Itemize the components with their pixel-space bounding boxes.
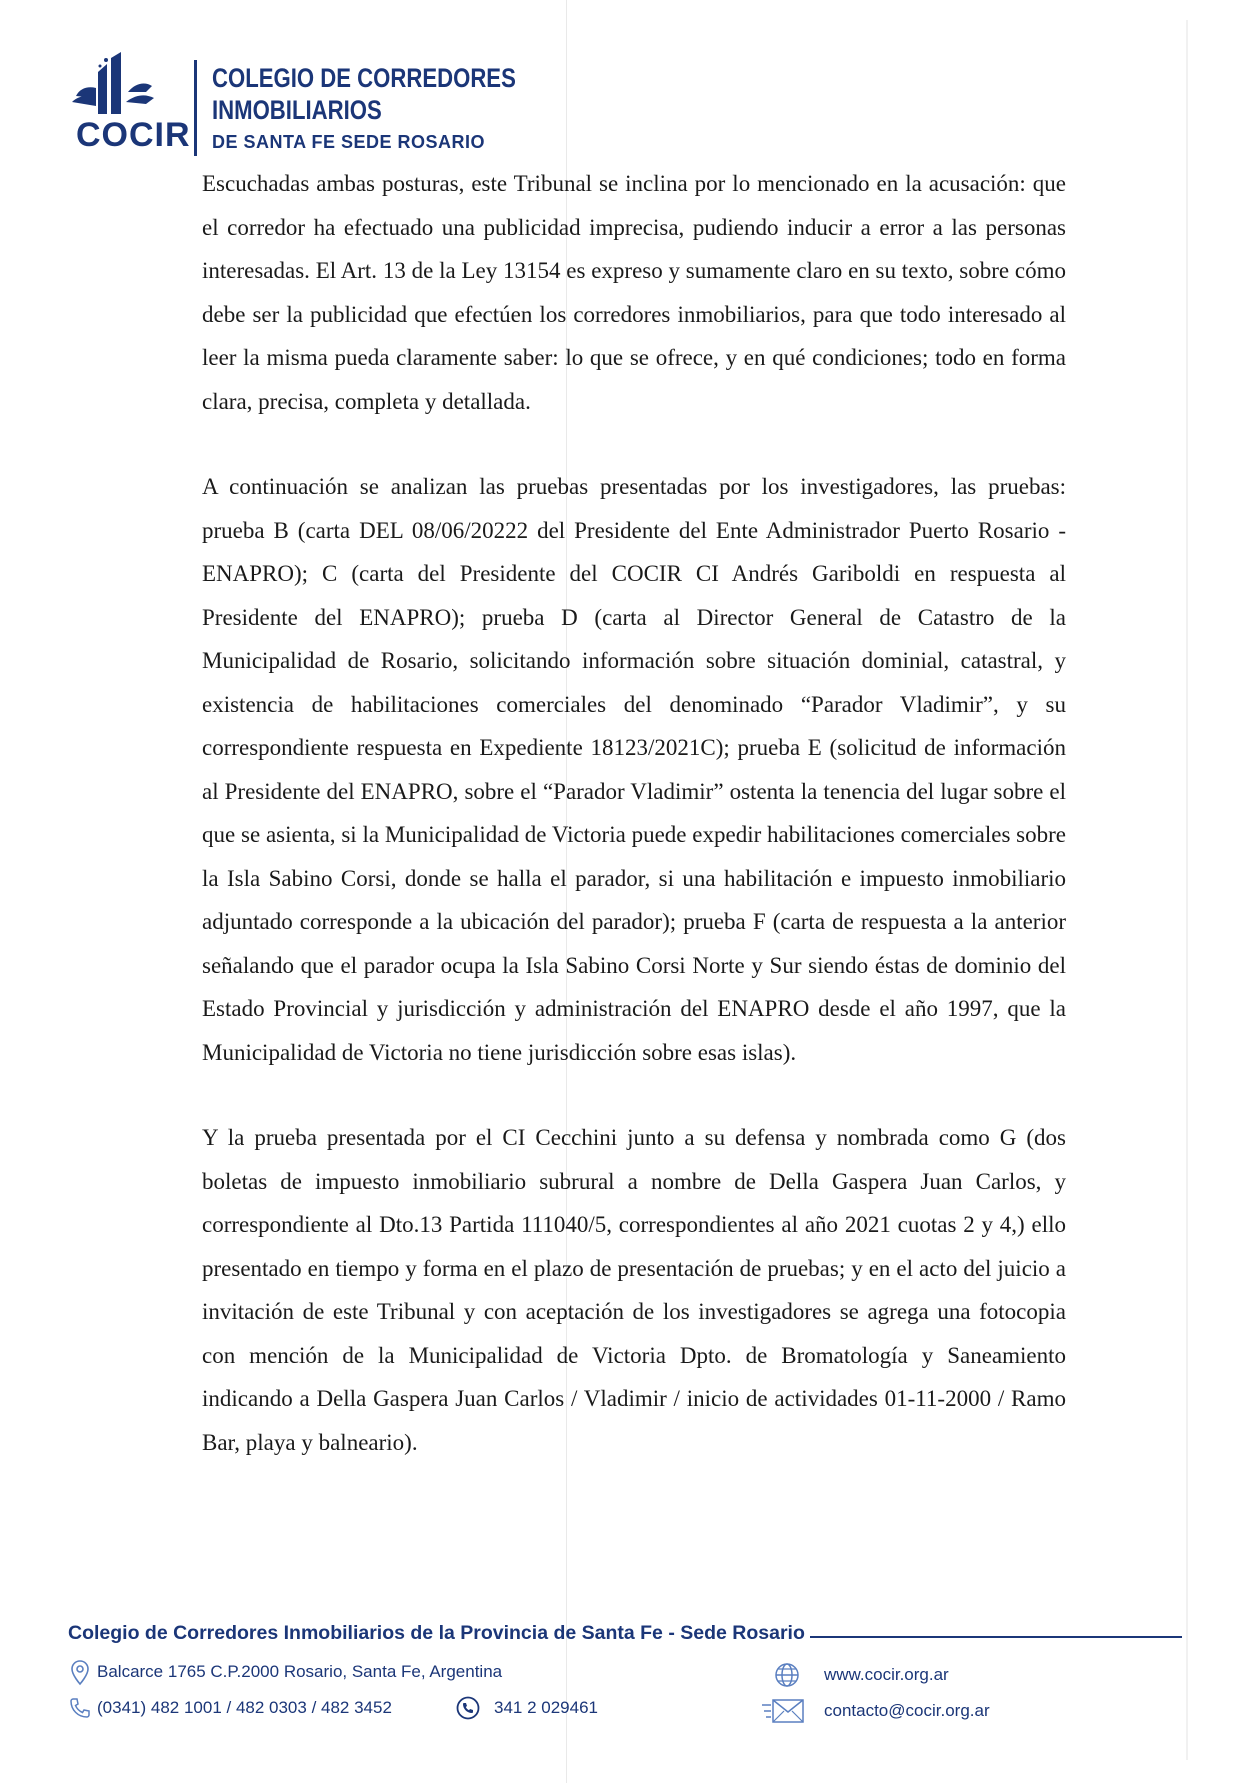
logo-text: COCIR [76,116,191,154]
footer-address: Balcarce 1765 C.P.2000 Rosario, Santa Fe, Argentina [97,1662,503,1681]
letterhead [66,52,516,158]
phone-icon [68,1696,92,1720]
scan-edge-line [1186,20,1188,1760]
email-icon [761,1697,805,1725]
paragraph-2: A continuación se analizan las pruebas presentadas por los investigadores, las pruebas: prueba B (carta DEL 08/06/20222 del Presidente del Ente Administrador Puerto Rosario - ENAPRO); C (carta del Presidente del COCIR CI Andrés Gariboldi en respuesta al Presidente del ENAPRO); prueba D (carta al Director General de Catastro de la Municipalidad de Rosario, solicitando información sobre situación dominial, catastral, y existencia de habilitaciones comerciales del denominado “Parador Vladimir”, y su correspondiente respuesta en Expediente 18123/2021C); prueba E (solicitud de información al Presidente del ENAPRO, sobre el “Parador Vladimir” ostenta la tenencia del lugar sobre el que se asienta, si la Municipalidad de Victoria puede expedir habilitaciones comerciales sobre la Isla Sabino Corsi, donde se halla el parador, si una habilitación e impuesto inmobiliario adjuntado corresponde a la ubicación del parador); prueba F (carta de respuesta a la anterior señalando que el parador ocupa la Isla Sabino Corsi Norte y Sur siendo éstas de dominio del Estado Provincial y jurisdicción y administración del ENAPRO desde el año 1997, que la Municipalidad de Victoria no tiene jurisdicción sobre esas islas). [202,474,1066,1065]
footer-rule [810,1636,1182,1638]
globe-icon [774,1662,800,1688]
whatsapp-icon [455,1695,481,1721]
footer-title: Colegio de Corredores Inmobiliarios de la Provincia de Santa Fe - Sede Rosario [68,1622,805,1644]
header-divider [194,60,197,156]
logo-mark-icon [66,52,178,122]
org-name-line1: COLEGIO DE CORREDORES [212,63,516,93]
org-subtitle: DE SANTA FE SEDE ROSARIO [212,132,486,152]
paragraph-1: Escuchadas ambas posturas, este Tribunal se inclina por lo mencionado en la acusación: que el corredor ha efectuado una publicidad imprecisa, pudiendo inducir a error a las personas interesadas. El Art. 13 de la Ley 13154 es expreso y sumamente claro en su texto, sobre cómo debe ser la publicidad que efectúen los corredores inmobiliarios, para que todo interesado al leer la misma pueda claramente saber: lo que se ofrece, y en qué condiciones; todo en forma clara, precisa, completa y detallada. [202,171,1066,414]
letterhead-footer [68,1622,1186,1732]
footer-website: www.cocir.org.ar [824,1665,949,1684]
org-name [212,62,516,126]
document-body [202,162,1066,1506]
footer-email: contacto@cocir.org.ar [824,1701,990,1720]
footer-phones: (0341) 482 1001 / 482 0303 / 482 3452 [97,1698,392,1717]
org-name-line2: INMOBILIARIOS [212,95,382,125]
cocir-logo [66,52,191,156]
location-pin-icon [70,1660,90,1686]
footer-whatsapp: 341 2 029461 [494,1698,598,1717]
paragraph-3: Y la prueba presentada por el CI Cecchini junto a su defensa y nombrada como G (dos boletas de impuesto inmobiliario subrural a nombre de Della Gaspera Juan Carlos, y correspondiente al Dto.13 Partida 111040/5, correspondientes al año 2021 cuotas 2 y 4,) ello presentado en tiempo y forma en el plazo de presentación de pruebas; y en el acto del juicio a invitación de este Tribunal y con aceptación de los investigadores se agrega una fotocopia con mención de la Municipalidad de Victoria Dpto. de Bromatología y Saneamiento indicando a Della Gaspera Juan Carlos / Vladimir / inicio de actividades 01-11-2000 / Ramo Bar, playa y balneario). [202,1125,1066,1455]
